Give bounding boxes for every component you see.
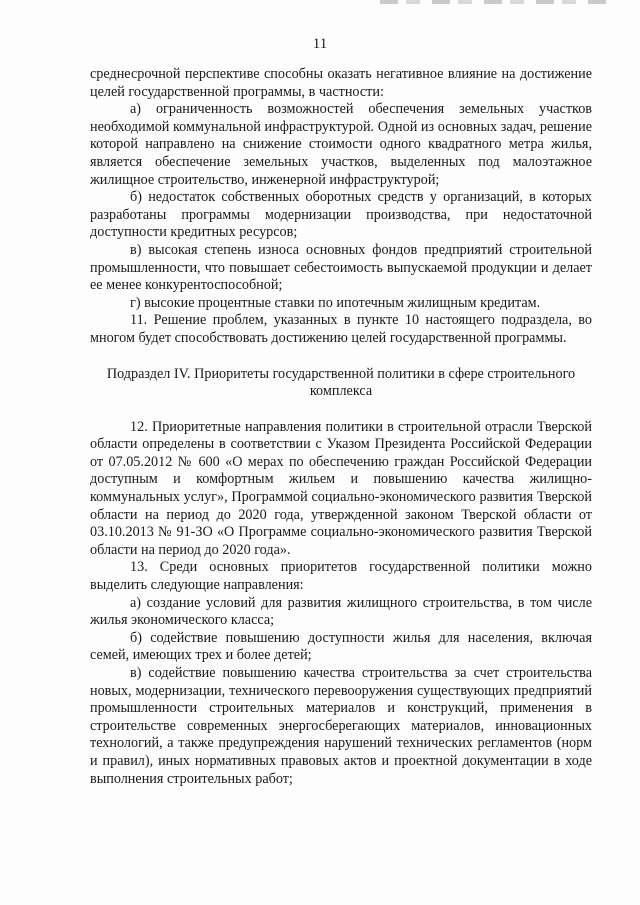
paragraph-11: 11. Решение проблем, указанных в пункте 10 настоящего подраздела, во многом будет способствовать достижению целей государственной программы. [90, 312, 592, 346]
subsection-heading: Подраздел IV. Приоритеты государственной политики в сфере строительного комплекса [106, 365, 576, 400]
paragraph-13-item-a: а) создание условий для развития жилищного строительства, в том числе жилья экономического класса; [90, 594, 592, 629]
document-body [90, 66, 592, 788]
paragraph-continuation: среднесрочной перспективе способны оказать негативное влияние на достижение целей государственной программы, в частности: [90, 66, 592, 100]
paragraph-item-b: б) недостаток собственных оборотных средств у организаций, в которых разработаны программы модернизации производства, при недостаточной доступности кредитных ресурсов; [90, 189, 592, 241]
paragraph-13: 13. Среди основных приоритетов государственной политики можно выделить следующие направления: [90, 559, 592, 594]
page-number: 11 [312, 36, 328, 52]
paragraph-12: 12. Приоритетные направления политики в строительной отрасли Тверской области определены в соответствии с Указом Президента Российской Федерации от 07.05.2012 № 600 «О мерах по обеспечению граждан Российской Федерации доступным и комфортным жильем и повышению качества жилищно-коммунальных услуг», Программой социально-экономического развития Тверской области на период до 2020 года, утвержденной законом Тверской области от 03.10.2013 № 91-ЗО «О Программе социально-экономического развития Тверской области на период до 2020 года». [90, 418, 592, 558]
paragraph-item-g: г) высокие процентные ставки по ипотечным жилищным кредитам. [130, 294, 541, 311]
paragraph-item-v: в) высокая степень износа основных фондов предприятий строительной промышленности, что повышает себестоимость выпускаемой продукции и делает ее менее конкурентоспособной; [90, 241, 592, 294]
scan-artifact [380, 0, 610, 4]
paragraph-item-a: а) ограниченность возможностей обеспечения земельных участков необходимой коммунальной инфраструктурой. Одной из основных задач, решение которой направлено на снижение стоимости одного квадратного метра жилья, является обеспечение земельных участков, выделенных под малоэтажное жилищное строительство, инженерной инфраструктурой; [90, 101, 592, 188]
paragraph-13-item-v: в) содействие повышению качества строительства за счет строительства новых, модернизации, технического перевооружения существующих предприятий промышленности строительных материалов и конструкций, применения в строительстве современных энергосберегающих материалов, инновационных технологий, а также предупреждения нарушений технических регламентов (норм и правил), иных нормативных правовых актов и проектной документации в ходе выполнения строительных работ; [90, 665, 592, 787]
paragraph-13-item-b: б) содействие повышению доступности жилья для населения, включая семей, имеющих трех и более детей; [90, 629, 592, 664]
